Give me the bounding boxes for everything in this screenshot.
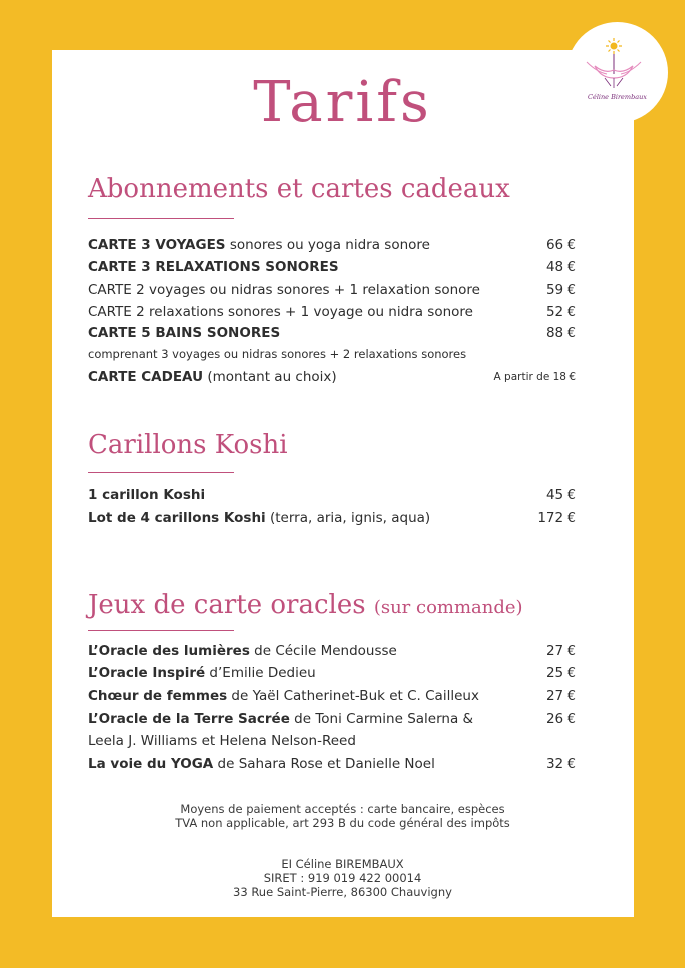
price: 52 € [545, 304, 576, 320]
price: 88 € [545, 325, 576, 341]
section-title-abonnements: Abonnements et cartes cadeaux [88, 174, 510, 204]
company-name: EI Céline BIREMBAUX [281, 857, 404, 871]
tva-note: TVA non applicable, art 293 B du code général des impôts [175, 816, 510, 830]
price-row: CARTE 3 VOYAGES sonores ou yoga nidra sonore 66 € [88, 234, 576, 256]
price-row: Lot de 4 carillons Koshi (terra, aria, ignis, aqua) 172 € [88, 507, 576, 529]
price-row: L’Oracle Inspiré d’Emilie Dedieu 25 € [88, 662, 576, 684]
price: 45 € [545, 487, 576, 503]
price-row: CARTE 5 BAINS SONORES 88 € [88, 322, 576, 344]
price-row-note: comprenant 3 voyages ou nidras sonores + 2 relaxations sonores [88, 347, 467, 361]
price-row: Chœur de femmes de Yaël Catherinet-Buk et C. Cailleux 27 € [88, 685, 576, 707]
section-title-carillons: Carillons Koshi [88, 430, 288, 460]
payment-note: Moyens de paiement acceptés : carte bancaire, espèces [180, 802, 505, 816]
section-rule [88, 218, 234, 219]
price-row: L’Oracle de la Terre Sacrée de Toni Carmine Salerna & 26 € [88, 708, 576, 730]
price: 66 € [545, 237, 576, 253]
price-row: Leela J. Williams et Helena Nelson-Reed [88, 733, 356, 749]
price-row: La voie du YOGA de Sahara Rose et Danielle Noel 32 € [88, 753, 576, 775]
price: 32 € [545, 756, 576, 772]
price-row: CARTE CADEAU (montant au choix) A partir de 18 € [88, 366, 576, 388]
price: 27 € [545, 643, 576, 659]
price-row: 1 carillon Koshi 45 € [88, 484, 576, 506]
siret: SIRET : 919 019 422 00014 [263, 871, 422, 885]
price: A partir de 18 € [493, 371, 576, 383]
price: 27 € [545, 688, 576, 704]
section-rule [88, 630, 234, 631]
price: 59 € [545, 282, 576, 298]
price: 26 € [545, 711, 576, 727]
price: 48 € [545, 259, 576, 275]
price-row: CARTE 2 relaxations sonores + 1 voyage ou nidra sonore 52 € [88, 301, 576, 323]
address: 33 Rue Saint-Pierre, 86300 Chauvigny [233, 885, 452, 899]
price: 25 € [545, 665, 576, 681]
section-rule [88, 472, 234, 473]
price-row: L’Oracle des lumières de Cécile Mendousse 27 € [88, 640, 576, 662]
logo-name: Céline Birembaux [588, 93, 647, 101]
page-title: Tarifs [253, 70, 432, 135]
section-title-oracles: Jeux de carte oracles (sur commande) [88, 590, 523, 620]
price-row: CARTE 3 RELAXATIONS SONORES 48 € [88, 256, 576, 278]
price: 172 € [537, 510, 576, 526]
price-row: CARTE 2 voyages ou nidras sonores + 1 relaxation sonore 59 € [88, 279, 576, 301]
